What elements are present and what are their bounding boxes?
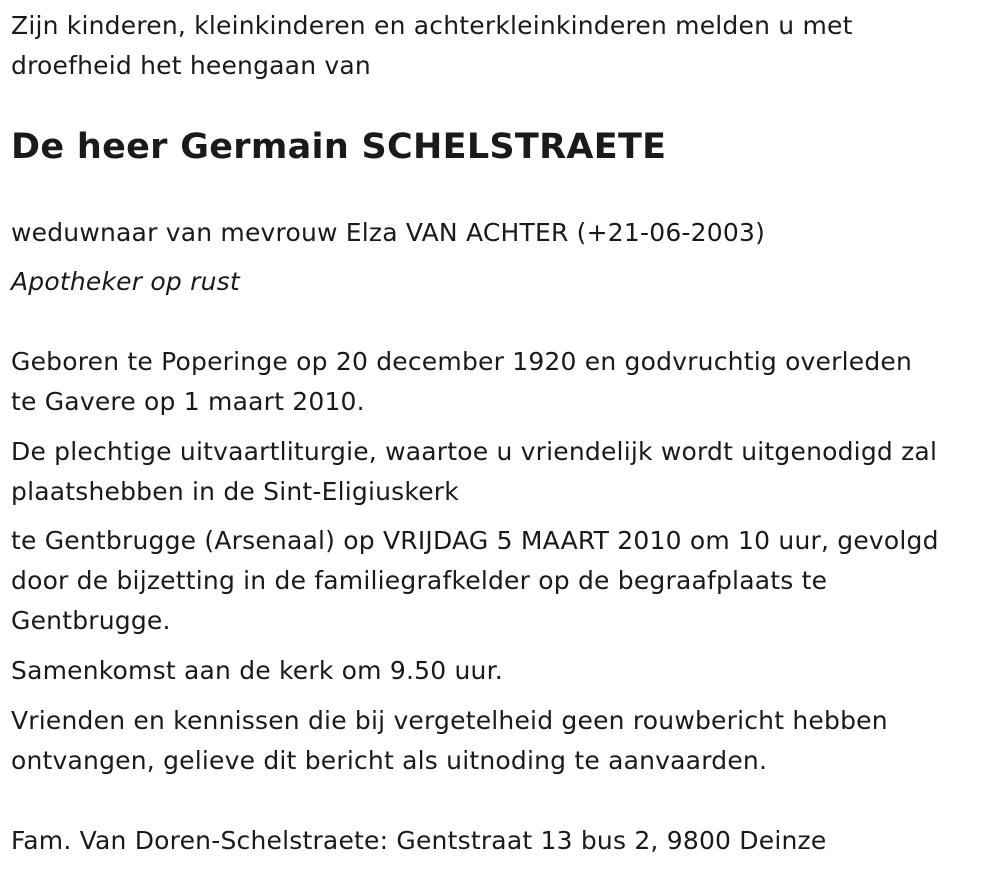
intro-line: Zijn kinderen, kleinkinderen en achterkleinkinderen melden u met (11, 11, 853, 40)
liturgy-paragraph (11, 432, 937, 512)
widow-line: weduwnaar van mevrouw Elza VAN ACHTER (+21-06-2003) (11, 218, 766, 247)
friends-line: ontvangen, gelieve dit bericht als uitnoding te aanvaarden. (11, 746, 768, 775)
profession: Apotheker op rust (11, 267, 240, 296)
burial-paragraph (11, 521, 939, 641)
burial-line: te Gentbrugge (Arsenaal) op VRIJDAG 5 MAART 2010 om 10 uur, gevolgd (11, 526, 939, 555)
intro-line: droefheid het heengaan van (11, 51, 371, 80)
friends-line: Vrienden en kennissen die bij vergetelheid geen rouwbericht hebben (11, 706, 888, 735)
birth-death-line: te Gavere op 1 maart 2010. (11, 387, 365, 416)
liturgy-line: De plechtige uitvaartliturgie, waartoe u vriendelijk wordt uitgenodigd zal (11, 437, 938, 466)
deceased-name: De heer Germain SCHELSTRAETE (11, 127, 667, 167)
gathering-line: Samenkomst aan de kerk om 9.50 uur. (11, 656, 503, 685)
birth-death-line: Geboren te Poperinge op 20 december 1920 en godvruchtig overleden (11, 347, 913, 376)
friends-paragraph (11, 701, 888, 781)
intro-paragraph (11, 6, 853, 86)
family-address: Fam. Van Doren-Schelstraete: Gentstraat 13 bus 2, 9800 Deinze (11, 826, 827, 855)
burial-line: door de bijzetting in de familiegrafkelder op de begraafplaats te (11, 566, 828, 595)
liturgy-line: plaatshebben in de Sint-Eligiuskerk (11, 477, 459, 506)
birth-death-paragraph (11, 342, 912, 422)
burial-line: Gentbrugge. (11, 606, 171, 635)
